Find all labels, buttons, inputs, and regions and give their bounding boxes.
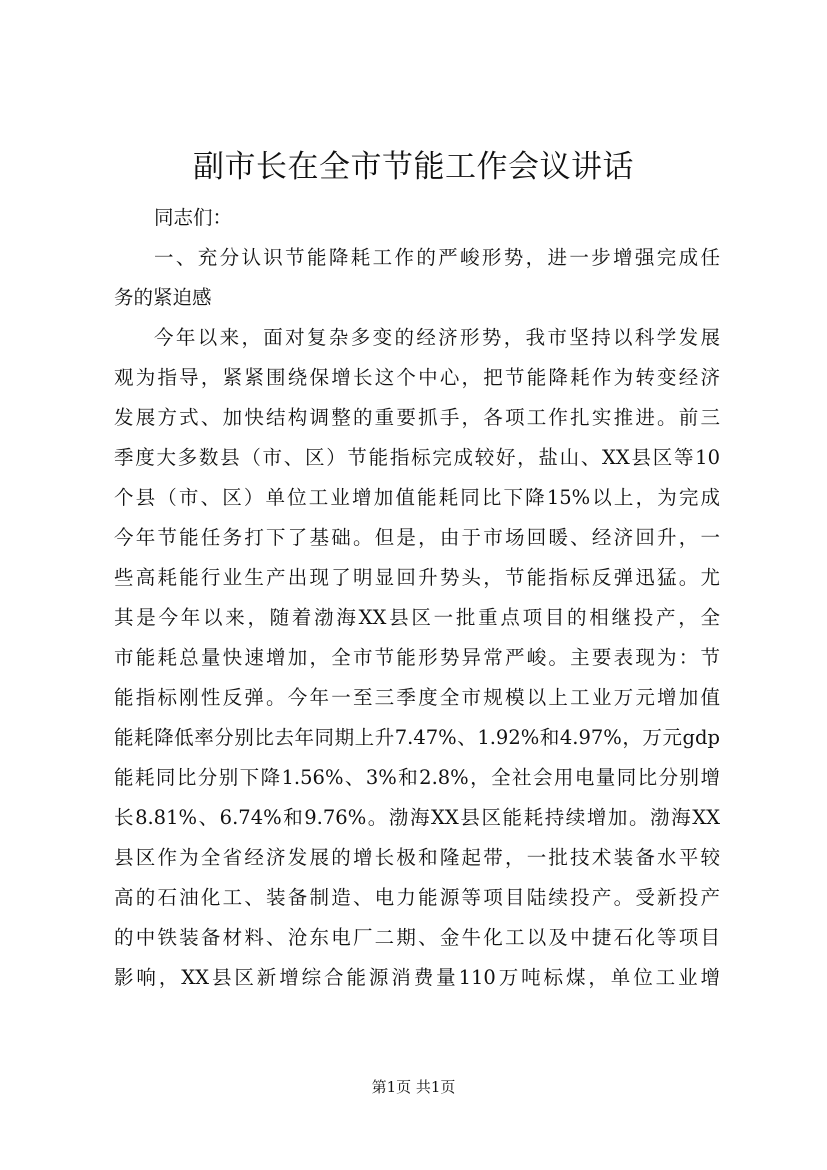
paragraph-line: 市能耗总量快速增加，全市节能形势异常严峻。主要表现为：节 [114,646,720,669]
salutation-line: 同志们： [154,206,233,229]
paragraph-line: 季度大多数县（市、区）节能指标完成较好，盐山、XX县区等10 [114,446,720,469]
paragraph-line: 县区作为全省经济发展的增长极和隆起带，一批技术装备水平较 [114,846,720,869]
paragraph-line: 影响，XX县区新增综合能源消费量110万吨标煤，单位工业增 [114,966,720,989]
paragraph-line: 高的石油化工、装备制造、电力能源等项目陆续投产。受新投产 [114,886,720,909]
paragraph-line: 能指标刚性反弹。今年一至三季度全市规模以上工业万元增加值 [114,686,720,709]
document-body [114,198,720,998]
paragraph-line: 能耗同比分别下降1.56%、3%和2.8%，全社会用电量同比分别增 [114,766,720,789]
page-footer: 第1页 共1页 [371,1078,456,1096]
paragraph-line: 发展方式、加快结构调整的重要抓手，各项工作扎实推进。前三 [114,406,720,429]
paragraph-line: 的中铁装备材料、沧东电厂二期、金牛化工以及中捷石化等项目 [114,926,720,949]
paragraph-line: 些高耗能行业生产出现了明显回升势头，节能指标反弹迅猛。尤 [114,566,720,589]
paragraph-line: 观为指导，紧紧围绕保增长这个中心，把节能降耗作为转变经济 [114,366,720,389]
heading-line: 一、充分认识节能降耗工作的严峻形势，进一步增强完成任 [154,246,720,269]
document-title: 副市长在全市节能工作会议讲话 [193,149,634,185]
paragraph-line: 今年节能任务打下了基础。但是，由于市场回暖、经济回升，一 [114,526,720,549]
paragraph-line: 今年以来，面对复杂多变的经济形势，我市坚持以科学发展 [154,326,720,349]
paragraph-line: 长8.81%、6.74%和9.76%。渤海XX县区能耗持续增加。渤海XX [114,806,720,829]
paragraph-line: 能耗降低率分别比去年同期上升7.47%、1.92%和4.97%，万元gdp [114,726,720,749]
heading-line-continued: 务的紧迫感 [114,286,212,309]
paragraph-line: 其是今年以来，随着渤海XX县区一批重点项目的相继投产，全 [114,606,720,629]
paragraph-line: 个县（市、区）单位工业增加值能耗同比下降15%以上，为完成 [114,486,720,509]
